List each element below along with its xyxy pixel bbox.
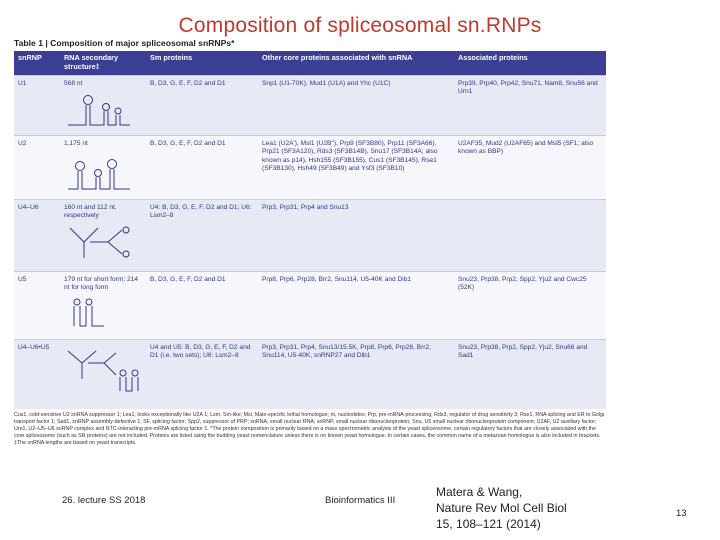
table-row	[14, 271, 606, 339]
associated-proteins: U2AF35, Mud2 (U2AF65) and Msl5 (SF1; also known as BBP)	[454, 135, 606, 199]
sm-proteins: U4: B, D3, G, E, F, D2 and D1; U6: Lsm2–8	[146, 199, 258, 271]
rna-length: 160 nt and 112 nt, respectively	[64, 203, 117, 220]
table-caption: Table 1 | Composition of major spliceosomal snRNPs*	[14, 38, 235, 48]
rna-length: 1,175 nt	[64, 139, 88, 147]
core-proteins: Prp3, Prp31, Prp4 and Snu13	[258, 199, 454, 271]
core-proteins: Prp3, Prp31, Prp4, Snu13/15.5K, Prp8, Prp6, Prp28, Brr2, Snu114, U5-40K, snRNP27 and Dib1	[258, 339, 454, 409]
u4-u6-rna-structure-diagram	[64, 224, 134, 262]
header-core-proteins: Other core proteins associated with snRNA	[258, 51, 454, 75]
header-snrnp: snRNP	[14, 51, 60, 75]
secondary-structure-cell	[60, 75, 146, 135]
snrnp-name: U4–U6	[14, 199, 60, 271]
u5-rna-structure-diagram	[64, 296, 134, 328]
snrnp-name: U1	[14, 75, 60, 135]
secondary-structure-cell	[60, 339, 146, 409]
associated-proteins: Prp39, Prp40, Prp42, Snu71, Nam8, Snu56 and Urn1	[454, 75, 606, 135]
sm-proteins: U4 and U5: B, D3, G, E, F, D2 and D1 (i.e. two sets); U6: Lsm2–8	[146, 339, 258, 409]
footer-lecture: 26. lecture SS 2018	[62, 495, 146, 506]
page-number: 13	[676, 508, 687, 519]
table-row	[14, 135, 606, 199]
associated-proteins	[454, 199, 606, 271]
composition-table-figure	[14, 36, 606, 494]
table-row	[14, 75, 606, 135]
table-footnote: Cus1, cold-sensitive U2 snRNA suppressor 1; Lea1, looks exceptionally like U2A 1; Lsm, Sm-like; Msl, Male-specific lethal homologue; nt, nucleotides; Prp, pre-mRNA-processing; Rds3, regulator of drug sensitivity 3; Rse1, RNA splicing and ER to Golgi transport factor 1; Sad1, snRNP assembly-defective 1; SF, splicing factor; Spp2, suppressor of PRP; snRNA, small nuclear RNA; snRNP, small nuclear ribonucleoprotein; Snu, U5 small nuclear ribonucleoprotein component; U2AF, U2 auxiliary factor; Urn1, U2–U5–U6 snRNP complex and NTC-interacting pre-mRNA splicing factor 1. *The protein composition is primarily based on a mass spectrometric analysis of the yeast spliceosome, certain regulatory factors that are closely associated with the core spliceosome (such as SR proteins) are not included. Proteins are listed using the budding yeast nomenclature unless there is no known yeast homologue. In certain cases, the common name of a metazoan homologue is also included in brackets. ‡The snRNA lengths are based on yeast transcripts.	[14, 412, 605, 446]
composition-table	[14, 51, 606, 409]
core-proteins: Snp1 (U1-70K), Mud1 (U1A) and Yhc (U1C)	[258, 75, 454, 135]
u2-rna-structure-diagram	[64, 151, 134, 193]
footer-course: Bioinformatics III	[325, 495, 396, 506]
table-row	[14, 339, 606, 409]
secondary-structure-cell	[60, 271, 146, 339]
secondary-structure-cell	[60, 135, 146, 199]
snrnp-name: U2	[14, 135, 60, 199]
secondary-structure-cell	[60, 199, 146, 271]
citation-journal: Nature Rev Mol Cell Biol	[436, 501, 567, 516]
rna-length: 568 nt	[64, 79, 83, 87]
core-proteins: Lea1 (U2A'), Msl1 (U2B''), Prp9 (SF3B80), Prp11 (SF3A66), Prp21 (SF3A120), Rds3 (SF3B14B), Snu17 (SF3B14A; also known as p14), Hsh155 (SF3B155), Cus1 (SF3B145), Rse1 (SF3B130), Hsh49 (SF3B49) and Ysf3 (SF3B10)	[258, 135, 454, 199]
citation-authors: Matera & Wang,	[436, 485, 523, 499]
citation-volume: 15, 108–121 (2014)	[436, 517, 541, 532]
sm-proteins: B, D3, G, E, F, D2 and D1	[146, 75, 258, 135]
table-header-row	[14, 51, 606, 75]
core-proteins: Prp8, Prp6, Prp28, Brr2, Snu114, U5-40K and Dib1	[258, 271, 454, 339]
u4-u6-u5-rna-structure-diagram	[64, 347, 144, 393]
header-associated-proteins: Associated proteins	[454, 51, 606, 75]
header-secondary-structure: RNA secondary structure‡	[60, 51, 146, 75]
rna-length: 179 nt for short form; 214 nt for long form	[64, 275, 139, 292]
sm-proteins: B, D3, G, E, F, D2 and D1	[146, 271, 258, 339]
snrnp-name: U4–U6•U5	[14, 339, 60, 409]
associated-proteins: Snu23, Prp38, Prp2, Spp2, Yju2, Snu66 and Sad1	[454, 339, 606, 409]
associated-proteins: Snu23, Prp38, Prp2, Spp2, Yju2 and Cwc25 (52K)	[454, 271, 606, 339]
u1-rna-structure-diagram	[64, 91, 134, 129]
slide-title: Composition of spliceosomal sn.RNPs	[178, 14, 542, 37]
table-row	[14, 199, 606, 271]
snrnp-name: U5	[14, 271, 60, 339]
header-sm-proteins: Sm proteins	[146, 51, 258, 75]
citation	[436, 484, 567, 533]
sm-proteins: B, D3, G, E, F, D2 and D1	[146, 135, 258, 199]
